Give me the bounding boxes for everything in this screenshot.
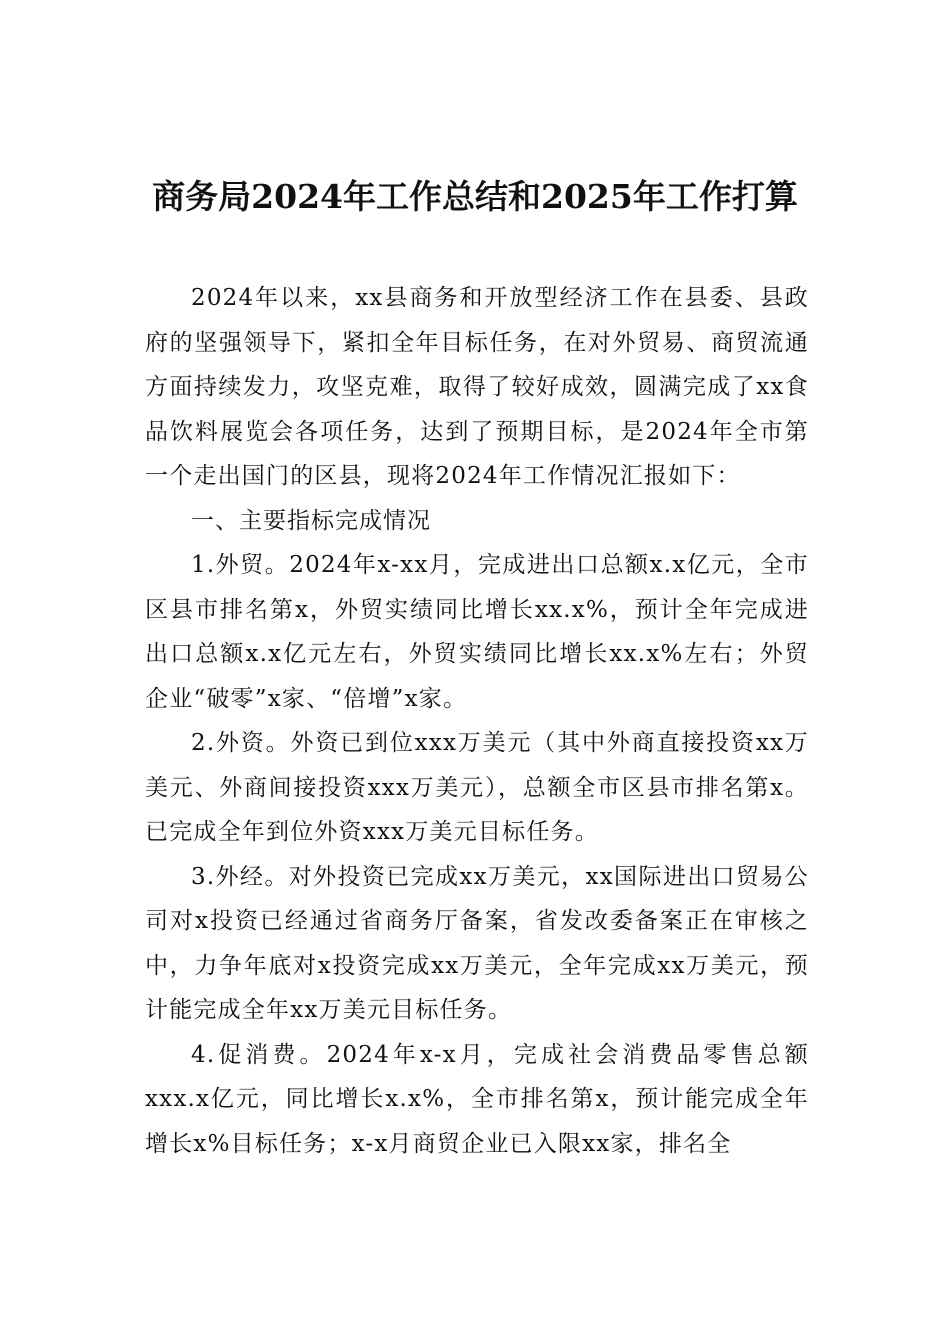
section-heading: 一、主要指标完成情况 <box>191 507 431 534</box>
item-foreign-investment: 2.外资。外资已到位xxx万美元（其中外商直接投资xx万美元、外商间接投资xxx万美元），总额全市区县市排名第x。已完成全年到位外资xxx万美元目标任务。 <box>145 730 809 845</box>
intro-paragraph: 2024年以来，xx县商务和开放型经济工作在县委、县政府的坚强领导下，紧扣全年目标任务，在对外贸易、商贸流通方面持续发力，攻坚克难，取得了较好成效，圆满完成了xx食品饮料展览会各项任务，达到了预期目标，是2024年全市第一个走出国门的区县，现将2024年工作情况汇报如下： <box>145 285 809 489</box>
item-outbound-investment: 3.外经。对外投资已完成xx万美元，xx国际进出口贸易公司对x投资已经通过省商务厅备案，省发改委备案正在审核之中，力争年底对x投资完成xx万美元，全年完成xx万美元，预计能完成全年xx万美元目标任务。 <box>145 863 809 1023</box>
item-foreign-trade: 1.外贸。2024年x-xx月，完成进出口总额x.x亿元，全市区县市排名第x，外贸实绩同比增长xx.x%，预计全年完成进出口总额x.x亿元左右，外贸实绩同比增长xx.x%左右；外贸企业“破零”x家、“倍增”x家。 <box>145 552 809 712</box>
item-consumption: 4.促消费。2024年x-x月，完成社会消费品零售总额xxx.x亿元，同比增长x.x%，全市排名第x，预计能完成全年增长x%目标任务；x-x月商贸企业已入限xx家，排名全 <box>145 1041 809 1157</box>
document-title: 商务局2024年工作总结和2025年工作打算 <box>152 177 798 216</box>
document-body <box>145 276 809 1166</box>
